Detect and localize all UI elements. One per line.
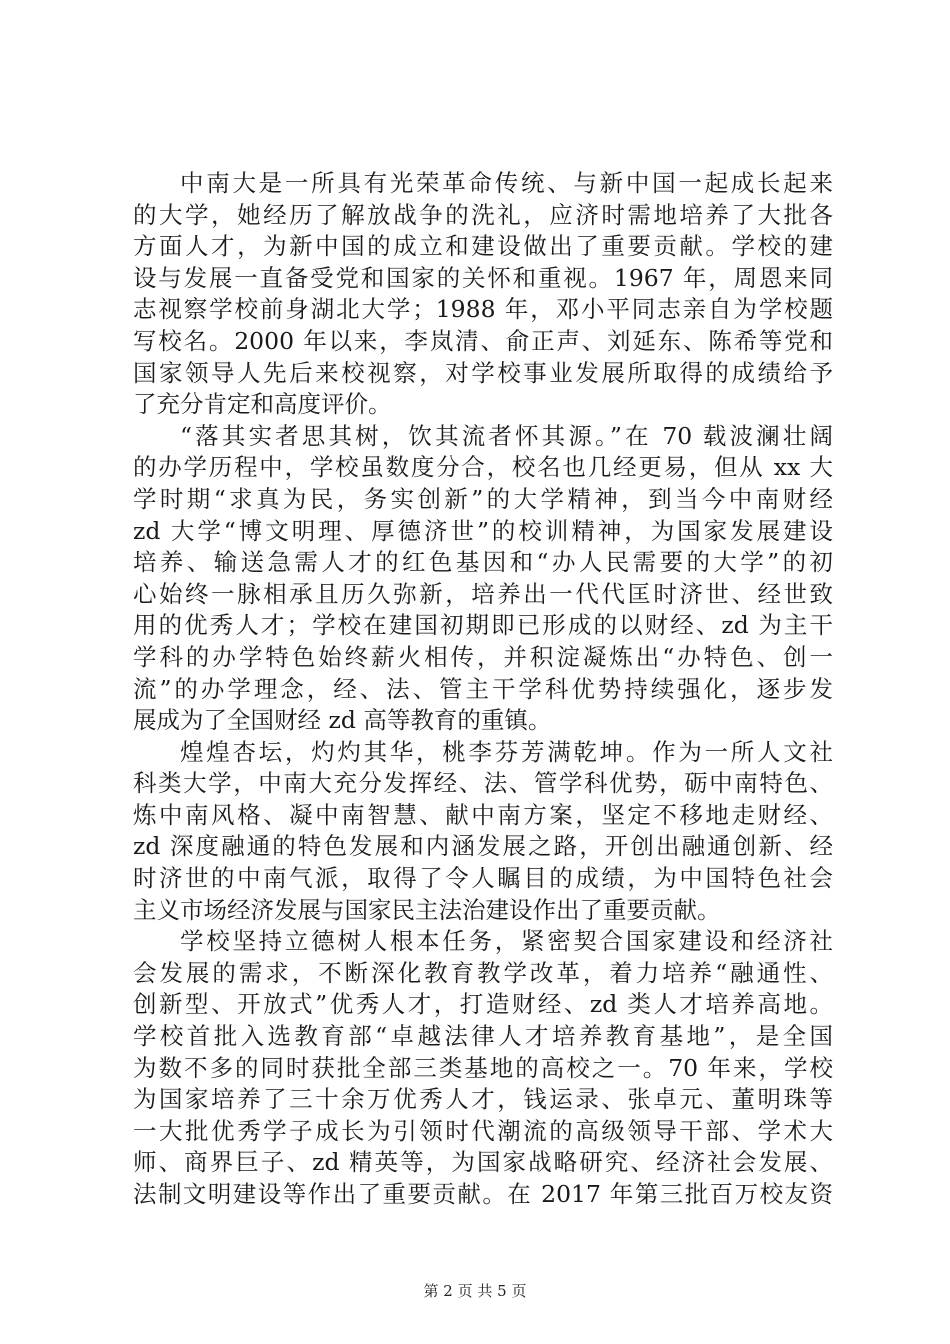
paragraph-container [133, 168, 833, 1211]
paragraph [133, 168, 833, 421]
text-line: 中南大是一所具有光荣革命传统、与新中国一起成长起来 [180, 169, 833, 197]
text-line: 学时期“求真为民，务实创新”的大学精神，到当今中南财经 [133, 484, 833, 513]
text-line: zd 大学“博文明理、厚德济世”的校训精神，为国家发展建设 [133, 516, 833, 545]
text-line: 为数不多的同时获批全部三类基地的高校之一。70 年来，学校 [133, 1053, 833, 1082]
text-line: 写校名。2000 年以来，李岚清、俞正声、刘延东、陈希等党和 [133, 326, 833, 355]
text-line: 心始终一脉相承且历久弥新，培养出一代代匡时济世、经世致 [133, 579, 833, 608]
document-body [133, 168, 833, 1211]
text-line: 法制文明建设等作出了重要贡献。在 2017 年第三批百万校友资 [133, 1180, 833, 1208]
text-line: 会发展的需求，不断深化教育教学改革，着力培养“融通性、 [133, 958, 833, 987]
text-line: 师、商界巨子、zd 精英等，为国家战略研究、经济社会发展、 [133, 1148, 833, 1177]
text-line: 主义市场经济发展与国家民主法治建设作出了重要贡献。 [133, 895, 721, 924]
text-line: 展成为了全国财经 zd 高等教育的重镇。 [133, 706, 552, 735]
text-line: 志视察学校前身湖北大学；1988 年，邓小平同志亲自为学校题 [133, 295, 833, 324]
text-line: 学科的办学特色始终薪火相传，并积淀凝炼出“办特色、创一 [133, 642, 833, 671]
text-line: 一大批优秀学子成长为引领时代潮流的高级领导干部、学术大 [133, 1116, 833, 1145]
page-footer: 第 2 页 共 5 页 [423, 1282, 527, 1300]
text-line: 培养、输送急需人才的红色基因和“办人民需要的大学”的初 [133, 548, 833, 577]
text-line: 为国家培养了三十余万优秀人才，钱运录、张卓元、董明珠等 [133, 1085, 833, 1114]
text-line: 了充分肯定和高度评价。 [133, 390, 392, 419]
text-line: 的办学历程中，学校虽数度分合，校名也几经更易，但从 xx 大 [133, 453, 833, 482]
text-line: 方面人才，为新中国的成立和建设做出了重要贡献。学校的建 [133, 232, 833, 261]
text-line: 流”的办学理念，经、法、管主干学科优势持续强化，逐步发 [133, 674, 833, 703]
paragraph [133, 737, 833, 927]
paragraph [133, 926, 833, 1210]
text-line: 用的优秀人才；学校在建国初期即已形成的以财经、zd 为主干 [133, 611, 833, 640]
text-line: 学校首批入选教育部“卓越法律人才培养教育基地”，是全国 [133, 1022, 833, 1051]
text-line: 时济世的中南气派，取得了令人瞩目的成绩，为中国特色社会 [133, 864, 833, 893]
text-line: 创新型、开放式”优秀人才，打造财经、zd 类人才培养高地。 [133, 990, 833, 1019]
text-line: 设与发展一直备受党和国家的关怀和重视。1967 年，周恩来同 [133, 263, 833, 292]
text-line: 国家领导人先后来校视察，对学校事业发展所取得的成绩给予 [133, 358, 833, 387]
text-line: zd 深度融通的特色发展和内涵发展之路，开创出融通创新、经 [133, 832, 833, 861]
text-line: 炼中南风格、凝中南智慧、献中南方案，坚定不移地走财经、 [133, 800, 833, 829]
paragraph [133, 421, 833, 737]
text-line: 科类大学，中南大充分发挥经、法、管学科优势，砺中南特色、 [133, 769, 833, 798]
text-line: 的大学，她经历了解放战争的洗礼，应济时需地培养了大批各 [133, 200, 833, 229]
text-line: 学校坚持立德树人根本任务，紧密契合国家建设和经济社 [180, 927, 833, 956]
text-line: “落其实者思其树，饮其流者怀其源。”在 70 载波澜壮阔 [180, 421, 833, 450]
text-line: 煌煌杏坛，灼灼其华，桃李芬芳满乾坤。作为一所人文社 [180, 737, 833, 766]
